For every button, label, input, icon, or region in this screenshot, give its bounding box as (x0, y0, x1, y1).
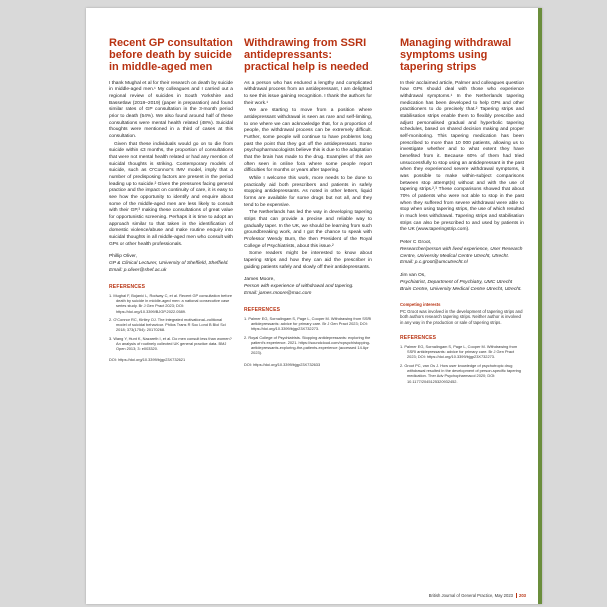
letter-body (400, 81, 524, 234)
author-affiliation: GP & Clinical Lecturer, University of Sheffield, Sheffield. (109, 261, 229, 267)
letter-doi[interactable]: DOI: https://doi.org/10.3399/bjgp23X732633 (244, 361, 321, 367)
reference-item: 1. Palmer EG, Sornalingam S, Page L, Cooper M. Withdrawing from SSRI antidepressants: advice for primary care. Br J Gen Pract 2023; DOI: https://doi.org/10.3399/bjgp23X732273. (400, 343, 518, 360)
author-name: Peter C Groot, (400, 240, 432, 246)
references-heading: REFERENCES (244, 306, 281, 313)
letter-heading: Withdrawing from SSRI antidepressants: practical help is needed (244, 37, 369, 73)
letter-paragraph: As a person who has endured a lengthy and complicated withdrawal process from an antidepressant, I am delighted to see this issue gaining recognition. I thank the authors for their work.¹ (244, 80, 372, 106)
letter-signature (244, 277, 372, 297)
page-footer (429, 593, 526, 598)
journal-issue: British Journal of General Practice, May 2023 (428, 593, 513, 598)
letter-column-2 (244, 38, 372, 604)
reference-item: 3. Wang Y, Hunt K, Nazareth I, et al. Do men consult less than women? An analysis of routinely collected UK general practice data. BMJ Open 2013; 3: e003320. (109, 335, 232, 352)
letter-column-1 (109, 38, 233, 604)
letter-paragraph: Given that these individuals would go on to die from suicide within ≤3 months, the proportion of consultations that were not mental health related or had any mention of suicidal thoughts is striking. Contemporary models of suicide, such as O’Connor’s IMV model, imply that a number of predisposing factors are present in the period leading up to suicide.² Given the pressures facing general practice and the impact on continuity of care, it is easy to see how the opportunity to identify and enquire about some of the middle-aged men are less likely to consult with their GP,³ making these consultations of great value for opportunistic screening. Perhaps it is time to adopt an approach similar to that taken in the identification of domestic violence/abuse and make routine enquiry into suicidal thoughts in all middle-aged men who consult with GPs or other health professionals. (109, 141, 233, 247)
page-number: 203 (516, 593, 526, 598)
journal-page (86, 8, 542, 604)
reference-item: 2. O’Connor RC, Kirtley OJ. The integrated motivational–volitional model of suicidal behaviour. Philos Trans R Soc Lond B Biol Sci 2018; 373(1754): 20170268. (109, 316, 226, 333)
letter-signature (400, 273, 524, 293)
letter-paragraph: The Netherlands has led the way in developing tapering strips that can provide a precise and reliable way to gradually taper. In the UK, we should be learning from such groundbreaking work, and I got the chance to speak with Professor Wendy Burn, the then President of the Royal College of Psychiatrists, about this issue.² (244, 210, 372, 249)
references-heading: REFERENCES (400, 334, 437, 341)
letter-body (109, 81, 233, 249)
letter-paragraph: Some readers might be interested to know about tapering strips and how they can aid the prescriber in guiding patients safely and slowly off their antidepressants. (244, 251, 372, 270)
letter-heading: Recent GP consultation before death by suicide in middle-aged men (109, 37, 233, 73)
author-affiliation: Psychiatrist, Department of Psychiatry, UMC Utrecht Brain Centre, University Medical Centre Utrecht, Utrecht. (400, 279, 522, 292)
author-name: Jim van Os, (400, 273, 426, 279)
letter-paragraph: While I welcome this work, more needs to be done to practically aid both prescribers and patients in safely stopping antidepressants. As noted in other letters, liquid forms are available for some drugs but not all, and they tend to be expensive. (244, 176, 372, 208)
letter-column-3 (400, 38, 524, 604)
reference-item: 1. Palmer EG, Sornalingam S, Page L, Cooper M. Withdrawing from SSRI antidepressants: advice for primary care. Br J Gen Pract 2023; DOI: https://doi.org/10.3399/bjgp23X732273. (244, 315, 372, 332)
author-name: James Moore, (244, 277, 275, 283)
letter-signature (400, 240, 524, 267)
competing-interests-text: PC Groot was involved in the development of tapering strips and both authors research tapering strips. Neither author is involved in any way in the production or sale of tapering strips. (400, 308, 523, 326)
letter-body (244, 81, 372, 272)
author-name: Phillip Oliver, (109, 254, 137, 260)
author-affiliation: Person with experience of withdrawal and tapering. (244, 284, 354, 290)
letter-signature (109, 254, 233, 274)
letter-heading: Managing withdrawal symptoms using tapering strips (400, 37, 512, 73)
author-affiliation: Researcher/person with lived experience, User Research Centre, University Medical Centre Utrecht, Utrecht. (400, 246, 523, 259)
competing-interests-heading: Competing interests (400, 301, 441, 307)
author-email[interactable]: Email: p.c.groot@umcutrecht.nl (400, 260, 468, 266)
reference-item: 1. Mughal F, Bojanić L, Rodway C, et al. Recent GP consultation before death by suicide in middle-aged men: a national consecutive case series study. Br J Gen Pract 2023; DOI: https://doi.org/10.3399/BJGP.2022.0589. (109, 292, 232, 314)
author-email[interactable]: Email: p.oliver@shef.ac.uk (109, 267, 167, 273)
references-heading: REFERENCES (109, 283, 146, 290)
author-email[interactable]: Email: james.moore@mac.com (244, 291, 312, 296)
letter-doi[interactable]: DOI: https://doi.org/10.3399/bjgp23X732621 (109, 357, 186, 363)
page-edge-bar (538, 8, 542, 604)
reference-item: 2. Royal College of Psychiatrists. Stopping antidepressants: exploring the patient’s experience. 2021. https://soundcloud.com/rcpsych/stopping-antidepressants-exploring-the-patients-experience (accessed 14 Apr 2023). (244, 334, 371, 356)
letter-paragraph: I thank Mughal et al for their research on death by suicide in middle-aged men.¹ My colleagues and I carried out a regional review of suicides in South Yorkshire and Bassetlaw (2018–2019) (paper in preparation) and found similar rates of GP consultation in the 3-month period prior to death (54%). We also found around half of these consultations were mental health related (48%). Suicidal thoughts were mentioned in a third of cases at this consultation. (109, 80, 233, 139)
letter-paragraph: In their acclaimed article, Palmer and colleagues question how GPs should deal with those who experience withdrawal symptoms.¹ In the Netherlands tapering medication has been developed to help GPs and other practitioners to do precisely that.² Tapering strips and stabilisation strips enable them to flexibly prescribe and adjust personalised gradual and hyperbolic tapering schedules, based on shared decision making and proper self-monitoring. This tapering medication has been prescribed to more than 10 000 patients, allowing us to investigate whether and to what extent they have benefited from it. Because 60% of them had tried unsuccessfully to stop using an antidepressant in the past when they experienced severe withdrawal symptoms, it was possible to make within-subject comparisons between stop attempt(s) without and with the use of tapering strips.²,³ These comparisons showed that about 70% of patients who were not able to stop in the past when they suffered from severe withdrawal were able to stop when using tapering strips, the use of which resulted in much less withdrawal. Tapering strips and stabilisation strips can also be prescribed to and used by patients in the UK (www.taperingstrip.com). (400, 80, 524, 233)
reference-item: 2. Groot PC, van Os J. How user knowledge of psychotropic drug withdrawal resulted in the development of person-specific tapering medication. Ther Adv Psychopharmacol 2020; DOI: 10.1177/2045125320932452. (400, 362, 521, 384)
letter-paragraph: We are starting to move from a position where antidepressant withdrawal is seen as rare and self-limiting, to one where we can acknowledge that, for a proportion of people, the withdrawal process can be extremely difficult. Further, some people will continue to have problems long past the point that they got off the antidepressant. Some psychopharmacologists believe this is due to the adaptation that the brain has made to the drug. Examples of this are often seen in online fora where some people report difficulties for months or years after tapering. (244, 108, 372, 174)
